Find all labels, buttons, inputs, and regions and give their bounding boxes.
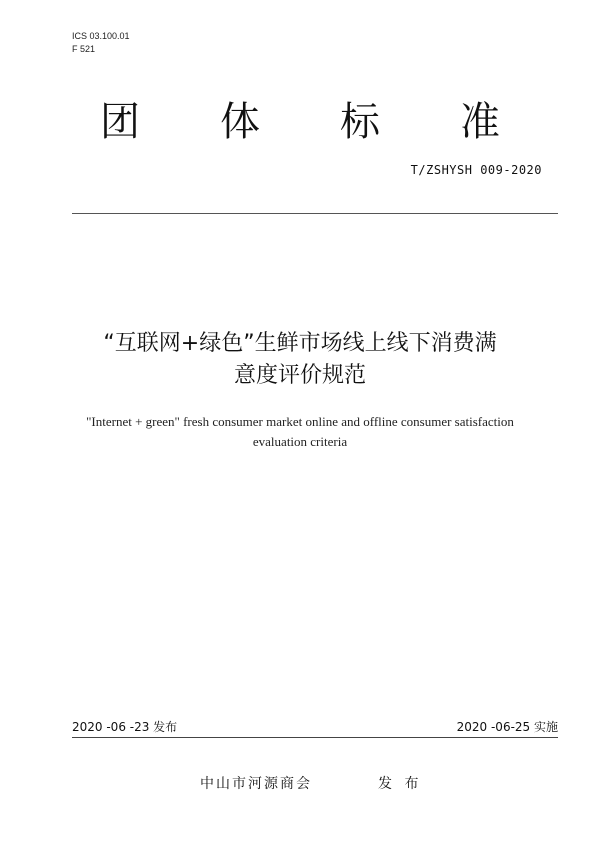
document-type-title xyxy=(100,92,500,152)
chinese-title xyxy=(0,328,600,392)
issue-label: 发 布 xyxy=(378,776,423,792)
publish-date: 2020 -06 -23 发布 xyxy=(72,720,178,734)
chinese-title-line-1: “互联网+绿色”生鲜市场线上线下消费满 xyxy=(103,331,497,356)
classification-codes xyxy=(72,30,130,56)
title-char-4: 准 xyxy=(460,99,500,145)
standard-code: T/ZSHYSH 009-2020 xyxy=(410,163,542,177)
ccs-code: F 521 xyxy=(72,44,96,54)
implement-date: 2020 -06-25 实施 xyxy=(456,720,558,734)
english-title-line-1: "Internet + green" fresh consumer market online and offline consumer satisfaction xyxy=(86,414,514,429)
header-divider xyxy=(72,213,558,214)
ics-code: ICS 03.100.01 xyxy=(72,31,130,41)
footer-divider xyxy=(72,737,558,738)
english-title-line-2: evaluation criteria xyxy=(252,434,348,449)
chinese-title-line-2: 意度评价规范 xyxy=(233,363,366,388)
title-char-3: 标 xyxy=(340,99,380,145)
issuing-organization: 中山市河源商会 xyxy=(200,776,312,792)
title-char-1: 团 xyxy=(100,99,140,145)
title-char-2: 体 xyxy=(220,99,260,145)
english-title xyxy=(0,412,600,452)
